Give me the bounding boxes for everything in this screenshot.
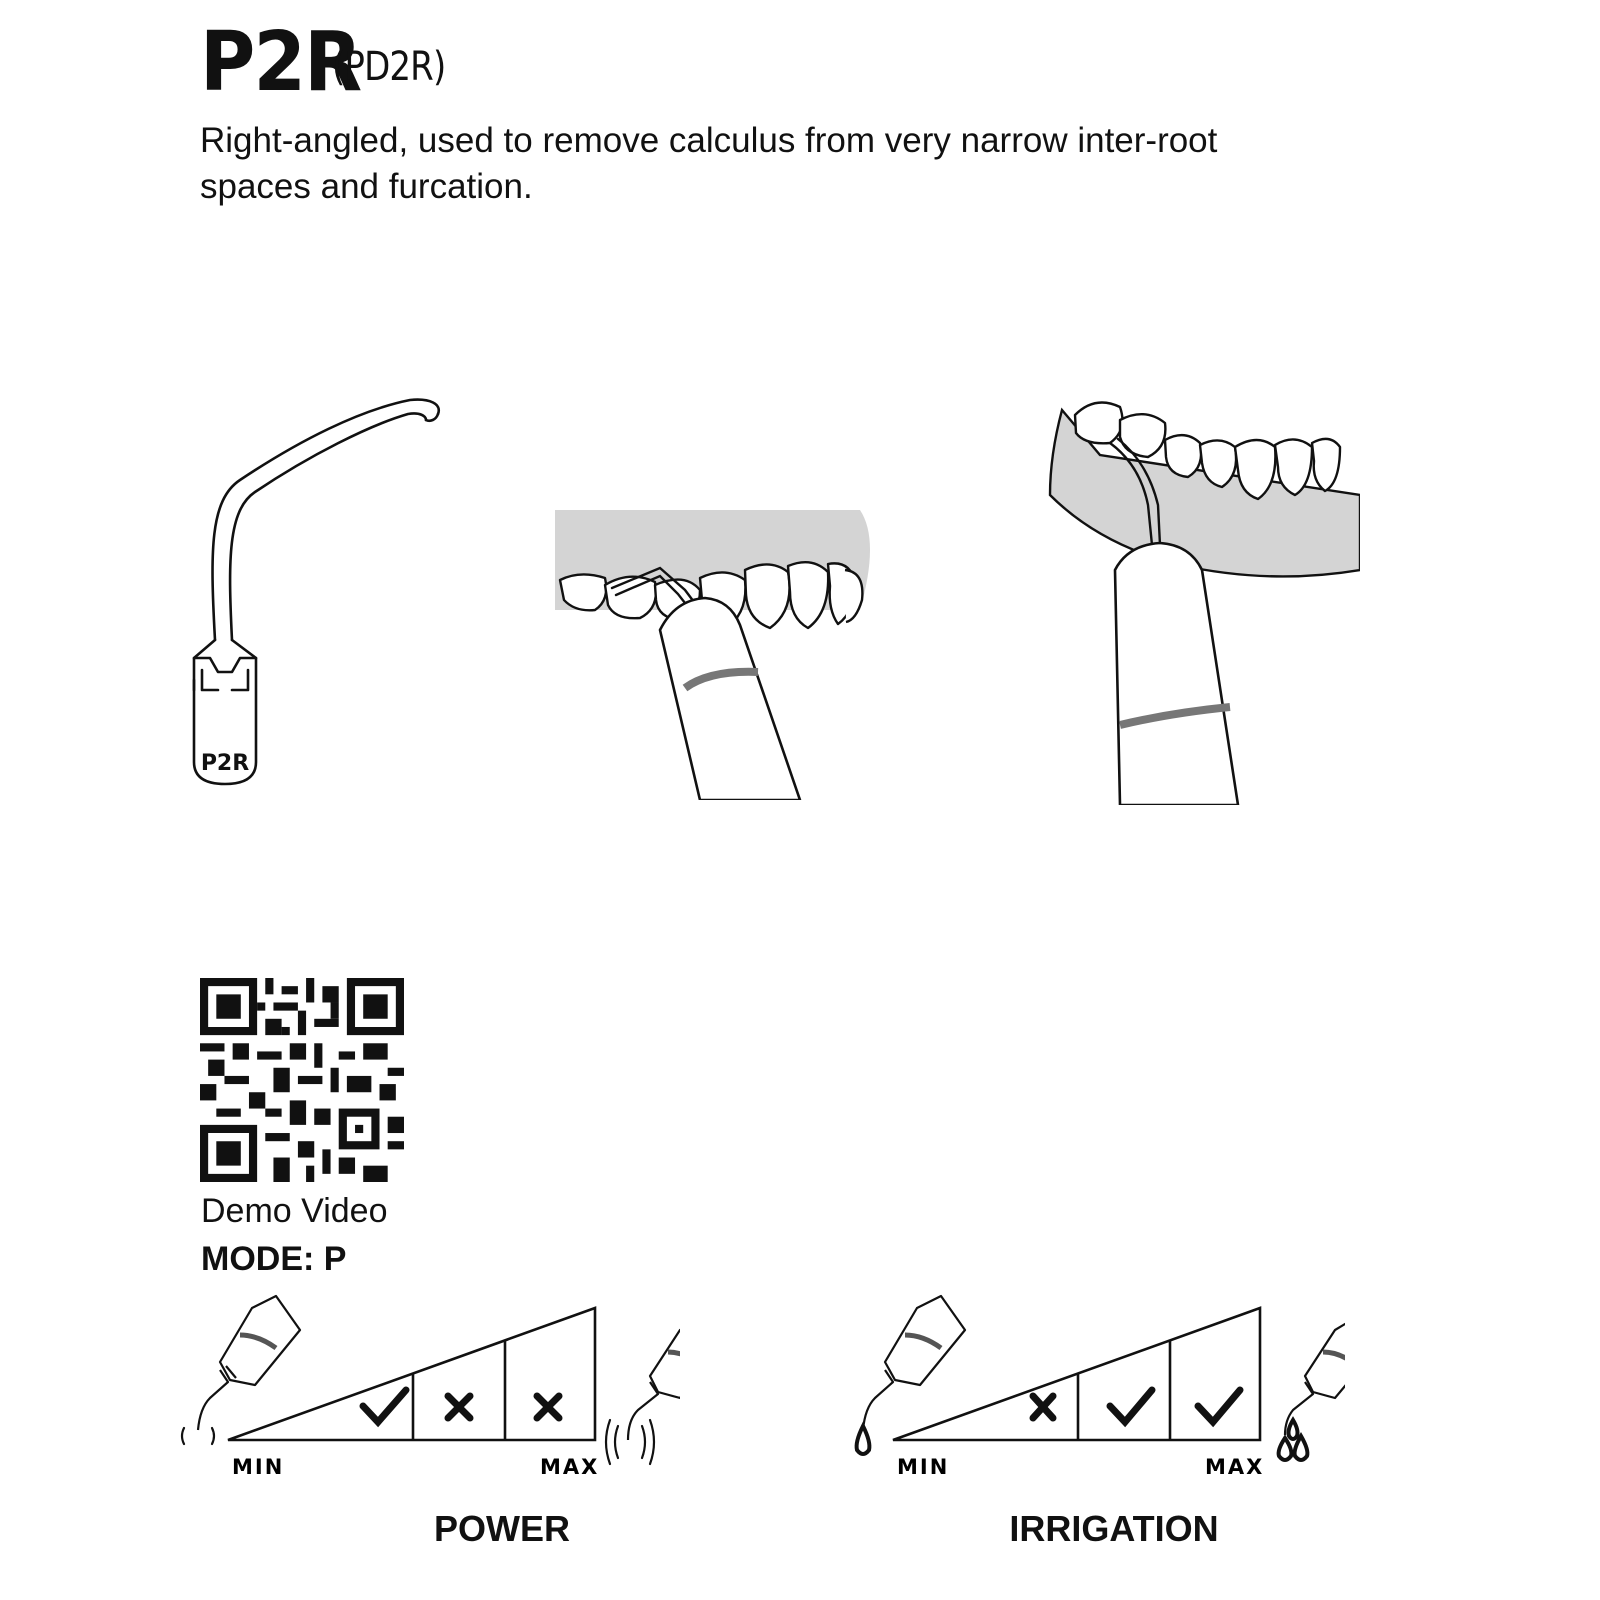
- power-level-marks: [363, 1390, 559, 1422]
- tip-engraving: P2R: [200, 751, 250, 776]
- irrigation-level-1-cross-icon: [1033, 1396, 1053, 1418]
- upper-teeth-illustration: [550, 500, 890, 800]
- irrigation-level-3-check-icon: [1198, 1390, 1240, 1422]
- irrigation-level-marks: [1033, 1390, 1240, 1422]
- irrigation-title: IRRIGATION: [1009, 1508, 1219, 1549]
- product-description: Right-angled, used to remove calculus from very narrow inter-root spaces and furcation.: [200, 121, 1218, 206]
- mode-label: MODE: P: [201, 1240, 347, 1278]
- product-code: P2R: [200, 15, 361, 110]
- irrigation-min-label: MIN: [897, 1455, 950, 1479]
- product-alt-code: (PD2R): [332, 44, 446, 90]
- irrigation-min-drop-icon: [857, 1426, 870, 1454]
- power-level-2-cross-icon: [448, 1396, 470, 1418]
- irrigation-max-drops-icon: [1279, 1420, 1308, 1460]
- tip-illustration: [180, 390, 460, 800]
- irrigation-level-2-check-icon: [1110, 1390, 1152, 1422]
- power-level-1-check-icon: [363, 1390, 406, 1422]
- irrigation-max-label: MAX: [1205, 1455, 1265, 1479]
- power-min-label: MIN: [232, 1455, 285, 1479]
- qr-caption: Demo Video: [201, 1192, 388, 1230]
- power-max-label: MAX: [540, 1455, 600, 1479]
- power-title: POWER: [433, 1508, 570, 1549]
- power-gauge: [180, 1290, 680, 1500]
- qr-code-icon: [200, 978, 404, 1182]
- power-level-3-cross-icon: [537, 1396, 559, 1418]
- lower-teeth-illustration: [1040, 395, 1360, 805]
- irrigation-gauge: [845, 1290, 1345, 1500]
